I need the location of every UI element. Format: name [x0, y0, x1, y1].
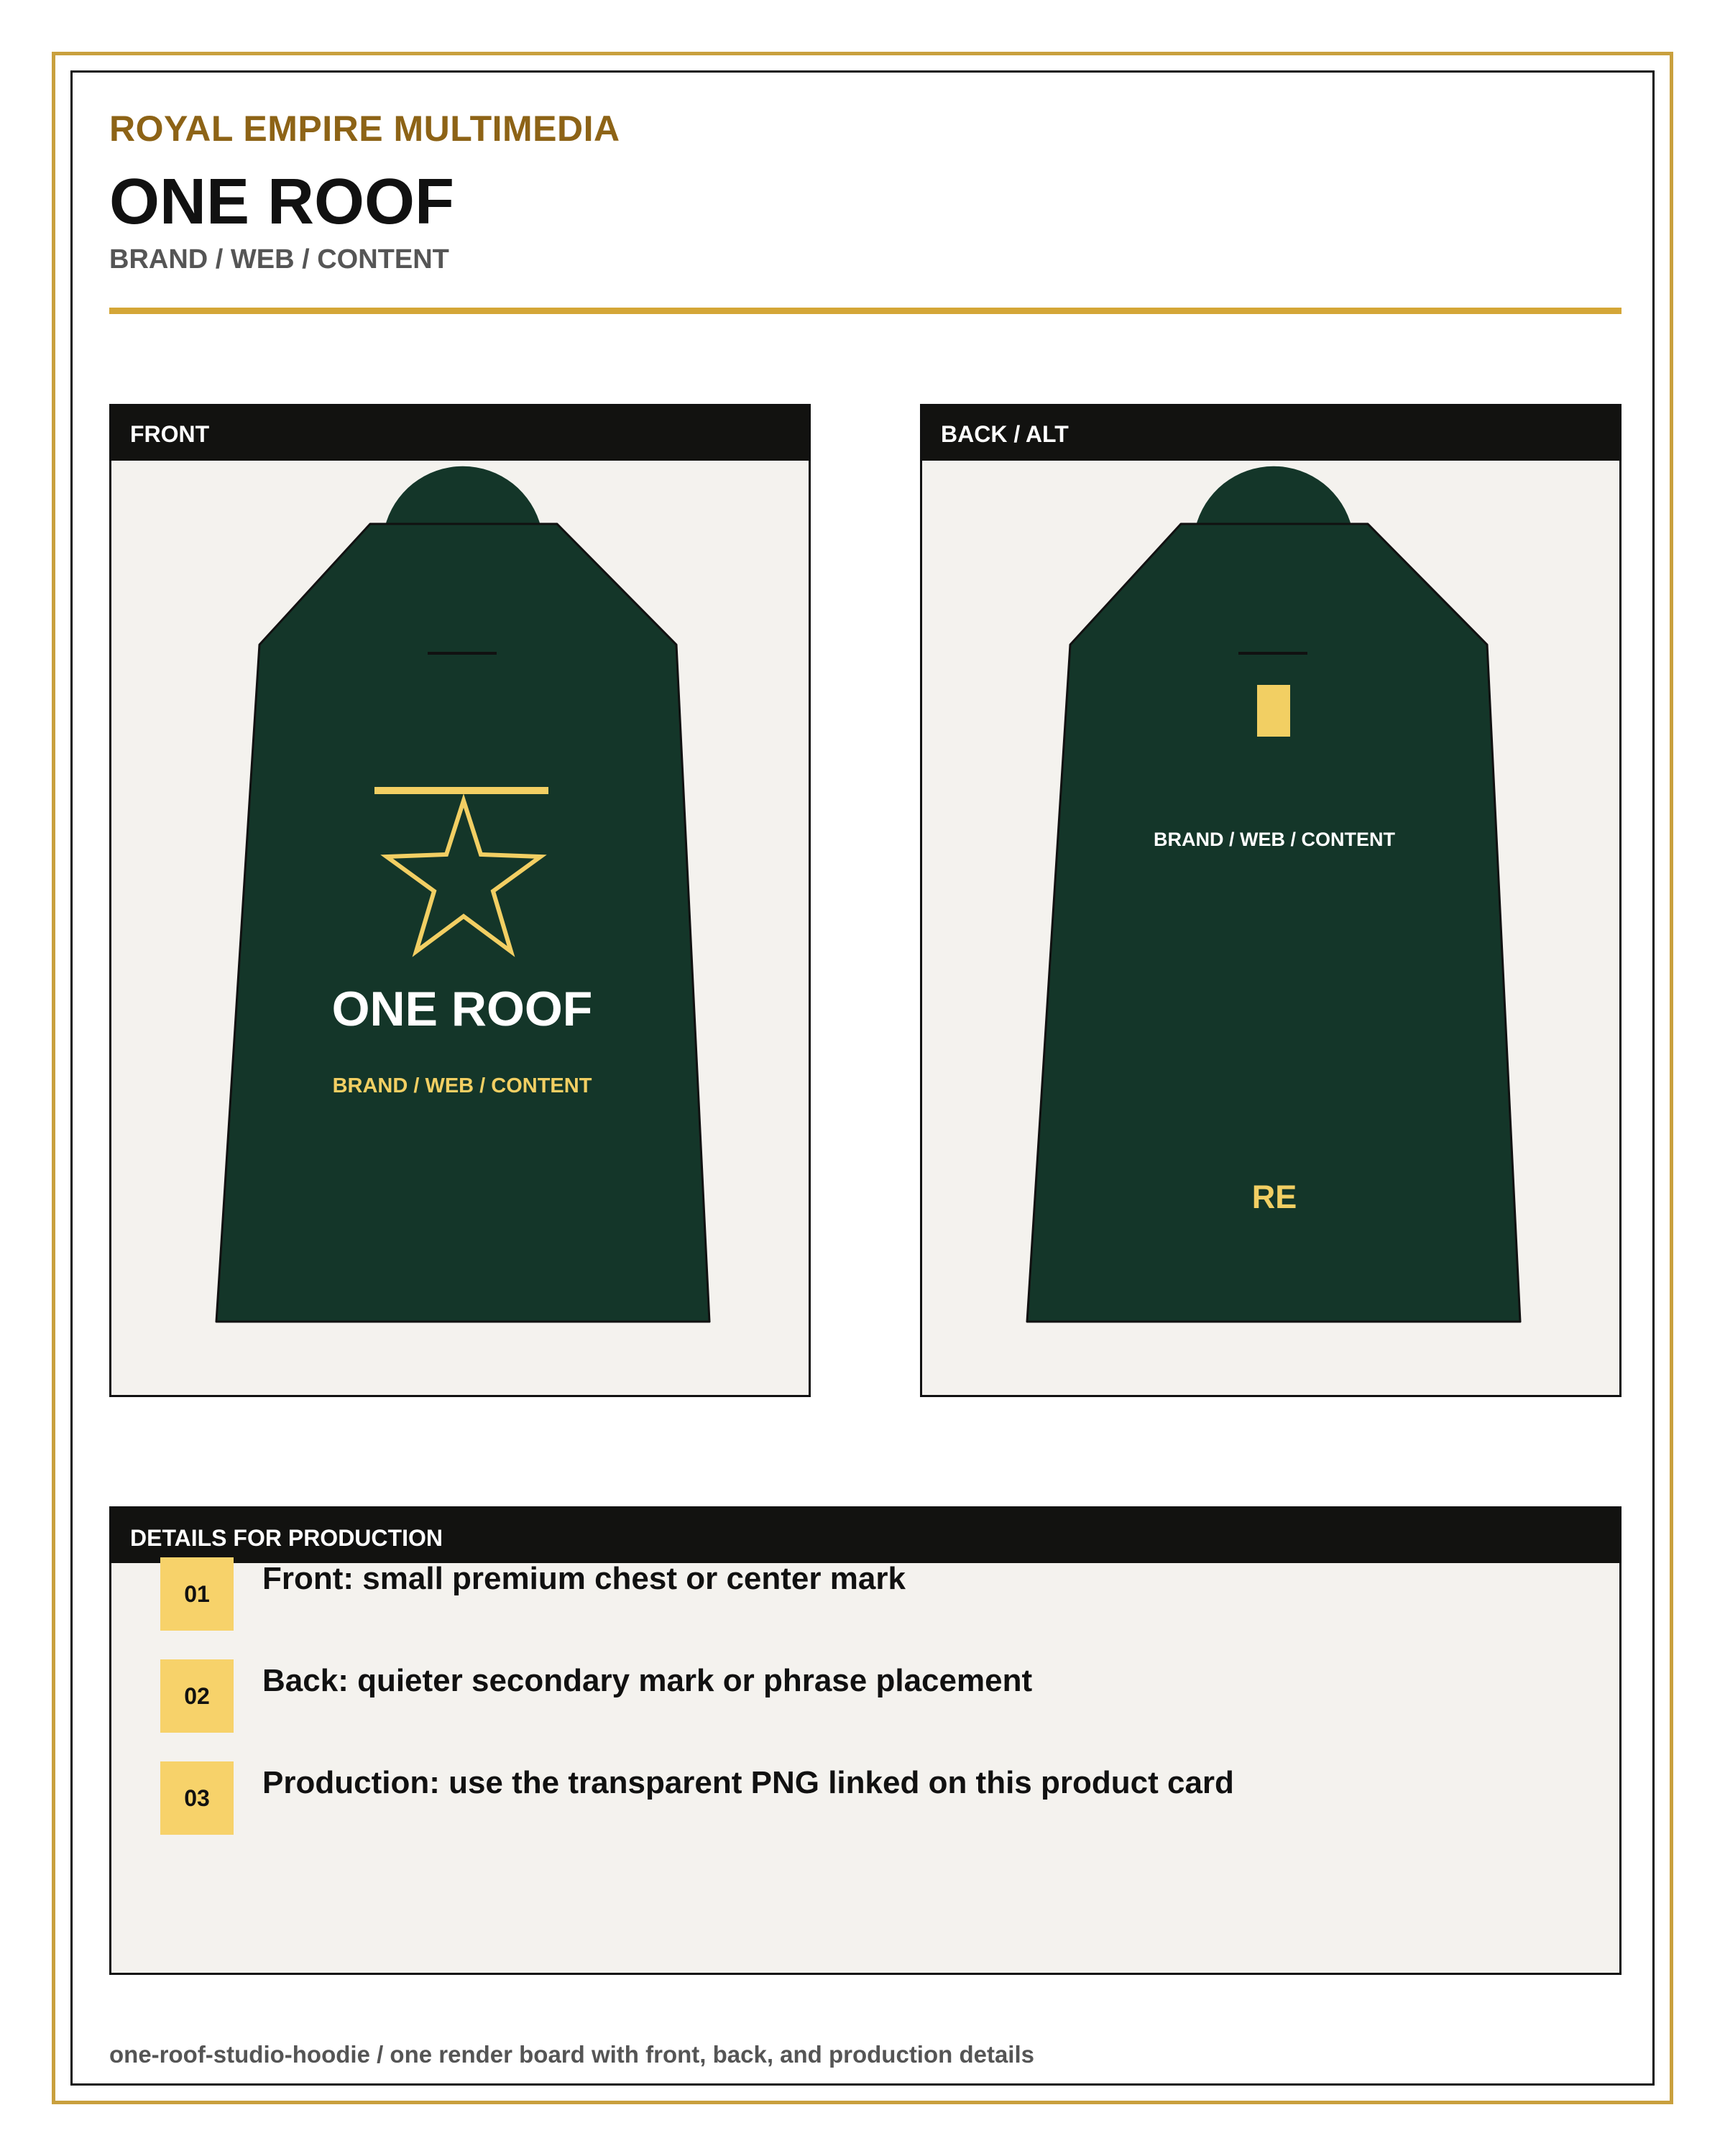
back-print-phrase: BRAND / WEB / CONTENT: [1154, 829, 1395, 850]
back-panel-label: BACK / ALT: [922, 406, 1619, 461]
front-hoodie-render: [111, 461, 809, 1395]
page-subtitle: BRAND / WEB / CONTENT: [109, 244, 449, 275]
page-title: ONE ROOF: [109, 166, 455, 238]
header-divider: [109, 308, 1622, 314]
back-panel: [920, 404, 1622, 1397]
list-item: [160, 1557, 1562, 1631]
gold-bar: [374, 787, 548, 794]
brand-name: ROYAL EMPIRE MULTIMEDIA: [109, 109, 620, 149]
item-number-badge: 02: [160, 1659, 234, 1733]
item-number-badge: 03: [160, 1761, 234, 1835]
list-item: [160, 1761, 1562, 1835]
back-hoodie-render: [922, 461, 1619, 1395]
front-print-title: ONE ROOF: [331, 982, 593, 1036]
front-panel: [109, 404, 811, 1397]
front-print-tagline: BRAND / WEB / CONTENT: [332, 1074, 592, 1097]
details-heading: DETAILS FOR PRODUCTION: [111, 1508, 1619, 1563]
item-text: Front: small premium chest or center mark: [262, 1561, 906, 1596]
production-details: [109, 1506, 1622, 1975]
hoodie-body: [216, 524, 709, 1322]
front-panel-label: FRONT: [111, 406, 809, 461]
back-print-monogram: RE: [1251, 1179, 1297, 1215]
item-text: Production: use the transparent PNG linked on this product card: [262, 1765, 1234, 1800]
hood: [1195, 466, 1352, 528]
item-text: Back: quieter secondary mark or phrase placement: [262, 1663, 1033, 1698]
item-number-badge: 01: [160, 1557, 234, 1631]
footer-caption: one-roof-studio-hoodie / one render board with front, back, and production details: [109, 2041, 1034, 2068]
hood: [385, 466, 541, 528]
gold-label-tag: [1257, 685, 1290, 737]
list-item: [160, 1659, 1562, 1733]
